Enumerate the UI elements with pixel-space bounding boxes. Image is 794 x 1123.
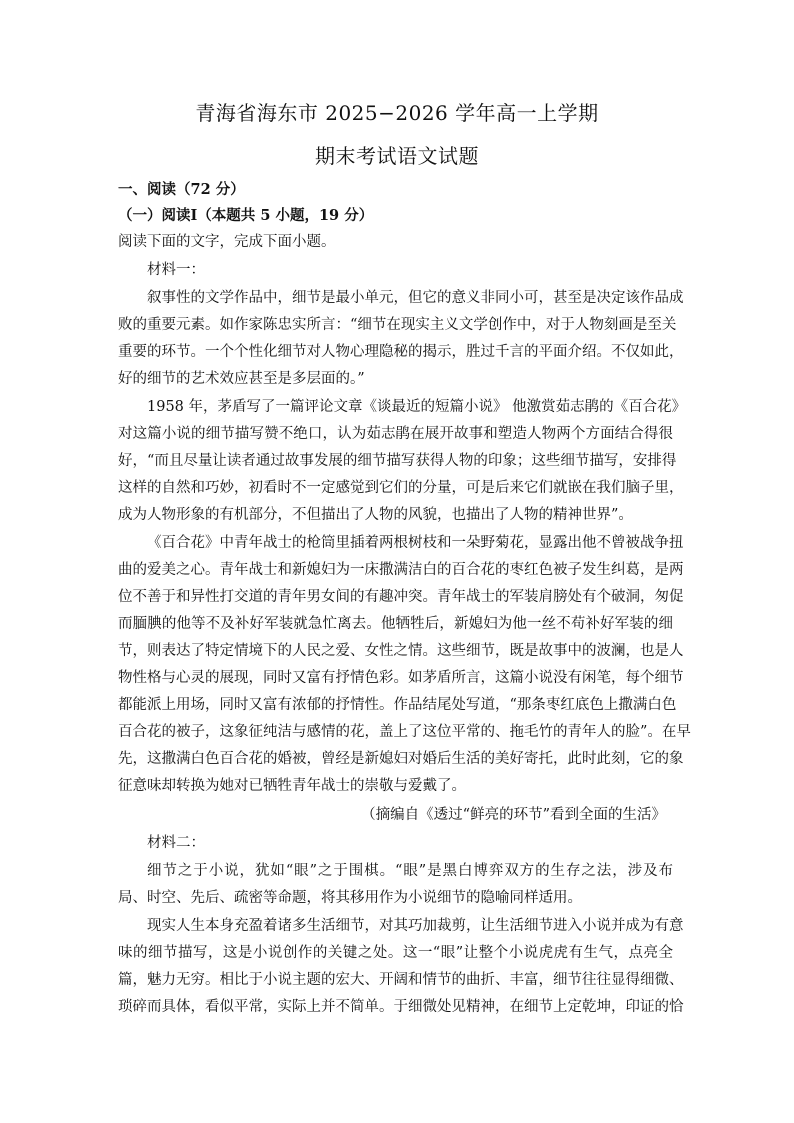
instruction: 阅读下面的文字，完成下面小题。 <box>118 234 336 250</box>
p5-line: 篇，魅力无穷。相比于小说主题的宏大、开阔和情节的曲折、丰富，细节往往显得细微、 <box>118 972 684 988</box>
p3-line: 曲的爱美之心。青年战士和新媳妇为一床撒满洁白的百合花的枣红色被子发生纠葛，是两 <box>118 562 684 578</box>
p5-line: 琐碎而具体，看似平常，实际上并不简单。于细微处见精神，在细节上定乾坤，印证的恰 <box>118 999 684 1015</box>
p2-line: 好，“而且尽量让读者通过故事发展的细节描写获得人物的印象；这些细节描写，安排得 <box>118 453 677 469</box>
p1-line: 败的重要元素。如作家陈忠实所言：“细节在现实主义文学创作中，对于人物刻画是至关 <box>118 317 677 333</box>
p1-line: 好的细节的艺术效应甚至是多层面的。” <box>118 371 365 387</box>
p4-line: 局、时空、先后、疏密等命题，将其移用作为小说细节的隐喻同样适用。 <box>118 890 582 906</box>
material1-label: 材料一： <box>147 262 205 278</box>
p4-line: 细节之于小说，犹如“眼”之于围棋。“眼”是黑白博弈双方的生存之法，涉及布 <box>147 863 673 879</box>
document-title-line1: 青海省海东市 2025−2026 学年高一上学期 <box>195 101 599 125</box>
material2-label: 材料二： <box>147 835 205 851</box>
section-heading: 一、阅读（72 分） <box>118 181 245 198</box>
p2-line: 1958 年，茅盾写了一篇评论文章《谈最近的短篇小说》 他激赏茹志鹃的《百合花》 <box>147 399 687 415</box>
p5-line: 味的细节描写，这是小说创作的关键之处。这一“眼”让整个小说虎虎有生气，点亮全 <box>118 945 673 961</box>
p2-line: 这样的自然和巧妙，初看时不一定感觉到它们的分量，可是后来它们就嵌在我们脑子里， <box>118 480 684 496</box>
p3-line: 而腼腆的他等不及补好军装就急忙离去。他牺牲后，新媳妇为他一丝不苟补好军装的细 <box>118 616 673 632</box>
p2-line: 对这篇小说的细节描写赞不绝口，认为茹志鹃在展开故事和塑造人物两个方面结合得很 <box>118 426 673 442</box>
p3-line: 先，这撒满白色百合花的婚被，曾经是新媳妇对婚后生活的美好寄托，此时此刻，它的象 <box>118 751 684 767</box>
p3-line: 物性格与心灵的展现，同时又富有抒情色彩。如茅盾所言，这篇小说没有闲笔，每个细节 <box>118 670 684 686</box>
p1-line: 叙事性的文学作品中，细节是最小单元，但它的意义非同小可，甚至是决定该作品成 <box>147 290 684 306</box>
subsection-heading: （一）阅读Ⅰ（本题共 5 小题，19 分） <box>118 207 374 224</box>
p3-line: 都能派上用场，同时又富有浓郁的抒情性。作品结尾处写道，“那条枣红底色上撒满白色 <box>118 697 677 713</box>
p1-line: 重要的环节。一个个性化细节对人物心理隐秘的揭示，胜过千言的平面介绍。不仅如此， <box>118 344 684 360</box>
p3-line: 征意味却转换为她对已牺牲青年战士的崇敬与爱戴了。 <box>118 778 466 794</box>
document-title-line2: 期末考试语文试题 <box>315 144 479 168</box>
p2-line: 成为人物形象的有机部分，不但描出了人物的风貌，也描出了人物的精神世界”。 <box>118 507 633 523</box>
p3-line: 《百合花》中青年战士的枪筒里插着两根树枝和一朵野菊花，显露出他不曾被战争扭 <box>147 535 684 551</box>
source-attribution: （摘编自《透过“鲜亮的环节”看到全面的生活》 <box>361 807 666 823</box>
p3-line: 节，则表达了特定情境下的人民之爱、女性之情。这些细节，既是故事中的波澜，也是人 <box>118 643 684 659</box>
p3-line: 百合花的被子，这象征纯洁与感情的花，盖上了这位平常的、拖毛竹的青年人的脸”。在早 <box>118 724 691 740</box>
p3-line: 位不善于和异性打交道的青年男女间的有趣冲突。青年战士的军装肩膀处有个破洞，匆促 <box>118 589 684 605</box>
p5-line: 现实人生本身充盈着诸多生活细节，对其巧加裁剪，让生活细节进入小说并成为有意 <box>147 918 684 934</box>
